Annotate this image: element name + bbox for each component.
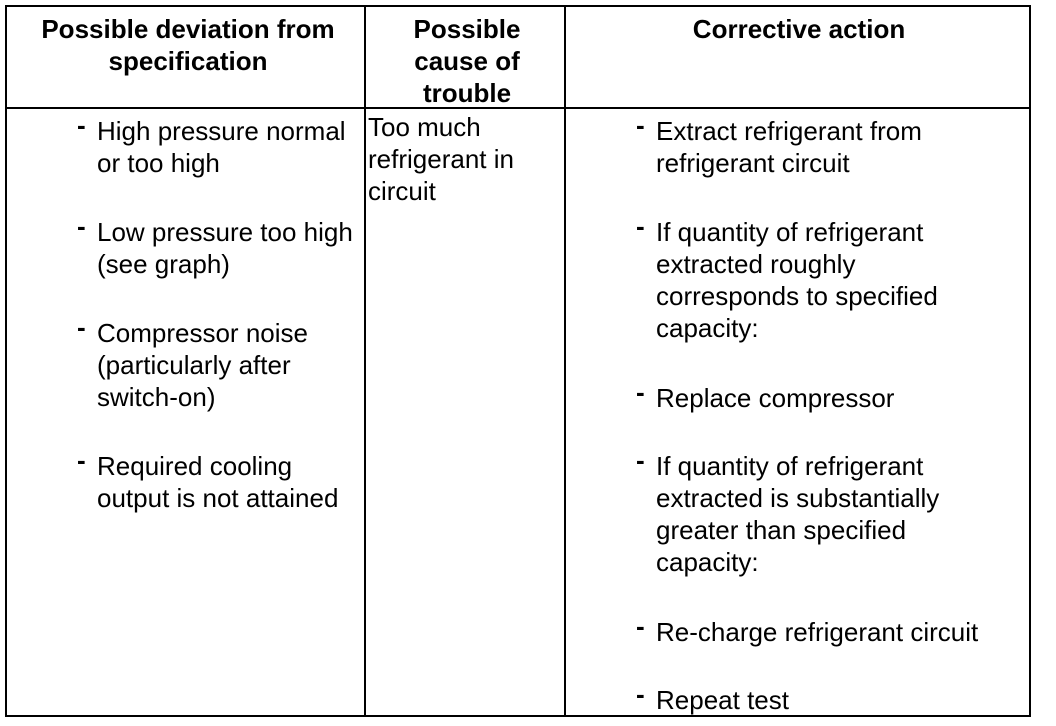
deviation-item	[77, 312, 367, 413]
bullet-dash: -	[77, 110, 86, 140]
action-item	[636, 110, 1026, 179]
deviation-text: High pressure normal or too high	[97, 116, 346, 178]
bullet-dash: -	[636, 110, 645, 140]
action-item	[636, 211, 986, 344]
deviation-item	[77, 211, 367, 280]
header-cause: Possible cause of trouble	[413, 14, 521, 108]
column-divider	[564, 7, 566, 715]
bullet-dash: -	[77, 211, 86, 241]
action-text: Extract refrigerant from refrigerant circuit	[656, 116, 922, 178]
deviation-text: Low pressure too high (see graph)	[97, 217, 353, 279]
cause-text: Too much refrigerant in circuit	[368, 112, 514, 206]
bullet-dash: -	[636, 679, 645, 709]
deviation-text: Required cooling output is not attained	[97, 451, 339, 513]
bullet-dash: -	[636, 611, 645, 641]
action-item	[636, 611, 1036, 648]
troubleshooting-table	[5, 5, 1031, 717]
action-item	[636, 679, 1026, 716]
deviation-text: Compressor noise (particularly after switch-on)	[97, 318, 308, 412]
bullet-dash: -	[77, 445, 86, 475]
action-item	[636, 377, 1026, 414]
action-text: If quantity of refrigerant extracted roughly corresponds to specified capacity:	[656, 217, 938, 343]
bullet-dash: -	[636, 377, 645, 407]
deviation-item	[77, 445, 367, 514]
header-action: Corrective action	[692, 14, 906, 44]
bullet-dash: -	[636, 211, 645, 241]
bullet-dash: -	[77, 312, 86, 342]
deviation-item	[77, 110, 367, 179]
action-text: Re-charge refrigerant circuit	[656, 617, 979, 647]
action-text: Repeat test	[656, 685, 789, 715]
action-text: If quantity of refrigerant extracted is substantially greater than specified capacity:	[656, 451, 940, 577]
action-text: Replace compressor	[656, 383, 895, 413]
action-item	[636, 445, 1006, 578]
bullet-dash: -	[636, 445, 645, 475]
header-deviation: Possible deviation from specification	[41, 14, 335, 76]
